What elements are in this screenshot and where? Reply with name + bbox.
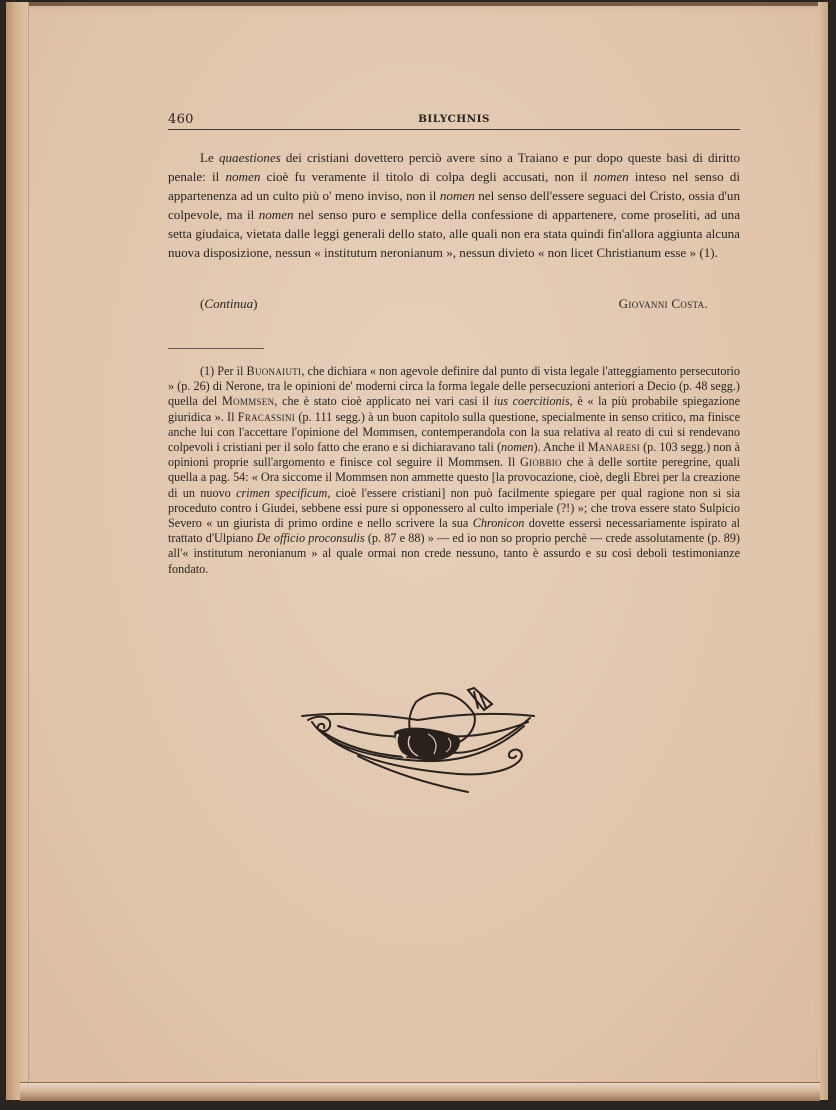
body-text (168, 148, 740, 263)
page-header (168, 110, 740, 130)
author-reference: Manaresi (587, 440, 641, 455)
text-run: che à delle sortite peregrine, quali quella a pag. 54: « Ora siccome il Mommsen non ammette questo [la provocazione, cioè, degli Ebrei per la creazione di un nuovo (168, 455, 740, 500)
continued-note: (Continua) (200, 296, 258, 311)
author-reference: Buonaiuti (246, 364, 302, 378)
footnote-text (168, 364, 740, 577)
author-name: Giovanni Costa. (618, 296, 708, 311)
footnote-rule (168, 348, 264, 349)
header-rule (168, 129, 740, 130)
running-head: BILYCHNIS (418, 113, 490, 125)
text-run: , è « la più probabile spiegazione giuridica ». Il (168, 394, 740, 424)
footnote (168, 364, 740, 577)
author-reference: Fracassini (237, 409, 296, 424)
ship-ornament-icon (298, 686, 538, 798)
page-right-edge (818, 2, 828, 1100)
text-run: , cioè l'essere cristiani] non può facilmente spiegare per qual ragione non si sia proceduto contro i Giudei, sebbene essi pure si opponessero al culto imperiale (?!) »; che trova essere stato Sulpicio Severo « un giurista di primo ordine e nello scrivere la sua (168, 485, 740, 531)
italic-term: Chronicon (472, 516, 525, 531)
text-run: nel senso dell'essere seguaci del Cristo, ossia d'un colpevole, ma il (168, 188, 740, 223)
text-run: , che è stato cioè applicato nei vari casi il (274, 394, 494, 409)
italic-term: nomen (501, 440, 534, 455)
page-number: 460 (168, 112, 194, 127)
page-top-edge (6, 2, 828, 6)
text-run: dei cristiani dovettero perciò avere sino a Traiano e pur dopo queste basi di diritto penale: il (168, 150, 740, 185)
page-bottom-edge (20, 1082, 820, 1101)
italic-term: nomen (593, 169, 629, 185)
text-run: (1) Per il (200, 364, 247, 378)
text-run: nel senso puro e semplice della confessione di appartenere, come proseliti, ad una setta giudaica, vietata dalle leggi generali dello stato, alle quali non era stata quindi fin'allora aggiunta alcuna nuova disposizione, nessun « institutum neronianum », nessun divieto « non licet Christianum esse » (1). (168, 207, 741, 261)
page-gutter-edge (6, 2, 29, 1100)
text-run: (p. 87 e 88) » — ed io non so proprio perchè — crede assolutamente (p. 89) all'« institutum neronianum » al quale ormai non crede nessuno, tanto è assurdo e su così deboli testimonianze fondato. (168, 531, 740, 576)
text-run: (p. 111 segg.) à un buon capitolo sulla questione, specialmente in senso critico, ma finisce anche lui con l'accettare l'opinione del Mommsen, contemperandola con la sua relativa al reato di cui si rendevano colpevoli i cristiani per il solo fatto che erano e si dichiaravano tali ( (168, 409, 740, 455)
italic-term: ius coercitionis (493, 394, 570, 409)
paragraph (168, 148, 740, 263)
italic-term: De officio proconsulis (256, 531, 365, 546)
continued-label: Continua (204, 296, 254, 311)
author-reference: Giobbio (519, 455, 562, 470)
text-run: (p. 103 segg.) non à opinioni proprie sull'argomento e finisce col seguire il Mommsen. Il (168, 440, 741, 470)
italic-term: quaestiones (218, 150, 281, 165)
text-run: dovette essersi necessariamente ispirato al trattato d'Ulpiano (168, 516, 740, 546)
italic-term: nomen (225, 169, 261, 185)
italic-term: nomen (258, 207, 294, 223)
text-run: Le (200, 150, 219, 165)
author-reference: Mommsen (221, 394, 275, 409)
text-run: inteso nel senso di appartenenza ad un culto più o' meno inviso, non il (168, 169, 740, 204)
signature-line (168, 296, 708, 316)
text-run: ). Anche il (533, 440, 588, 455)
italic-term: nomen (439, 188, 475, 204)
text-run: cioè fu veramente il titolo di colpa degli accusati, non il (260, 169, 594, 185)
text-run: , che dichiara « non agevole definire dal punto di vista legale l'atteggiamento persecutorio » (p. 26) di Nerone, tra le opinioni de' moderni circa la forma legale delle persecuzioni anteriori a Decio (p. 48 segg.) quella del (168, 364, 741, 409)
italic-term: crimen specificum (236, 485, 328, 500)
